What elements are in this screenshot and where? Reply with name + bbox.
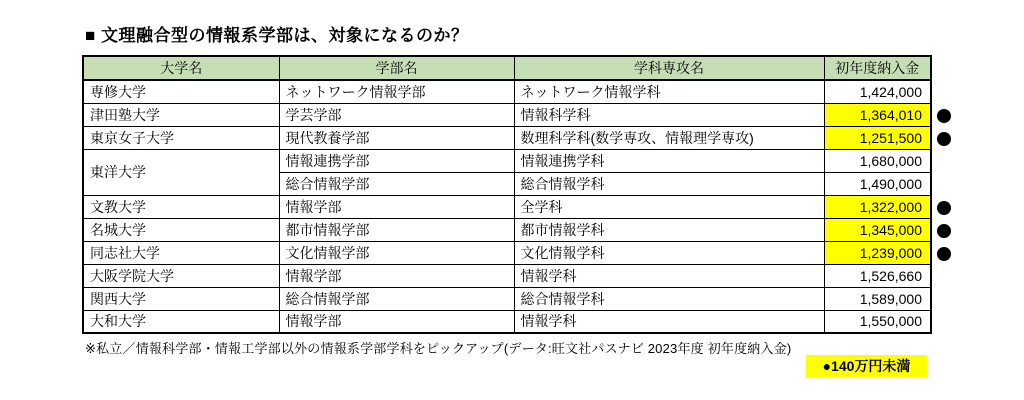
cell-fee: 1,239,000 [824, 241, 931, 264]
column-header-2: 学科専攻名 [514, 56, 824, 80]
table-row [83, 287, 931, 310]
cell-faculty: 学芸学部 [279, 103, 514, 126]
cell-fee: 1,345,000 [824, 218, 931, 241]
cell-faculty: 情報連携学部 [279, 149, 514, 172]
cell-department: 総合情報学科 [514, 172, 824, 195]
cell-fee: 1,364,010 [824, 103, 931, 126]
cell-university: 大和大学 [83, 310, 279, 333]
table-row [83, 264, 931, 287]
cell-department: ネットワーク情報学科 [514, 80, 824, 103]
cell-university: 津田塾大学 [83, 103, 279, 126]
cell-fee: 1,550,000 [824, 310, 931, 333]
table-row [83, 149, 931, 172]
cell-department: 数理科学科(数学専攻、情報理学専攻) [514, 126, 824, 149]
page-title: ■ 文理融合型の情報系学部は、対象になるのか？ [85, 26, 469, 45]
cell-faculty: 総合情報学部 [279, 287, 514, 310]
cell-fee: 1,251,500 [824, 126, 931, 149]
tuition-table-wrap [82, 55, 962, 334]
cell-fee: 1,526,660 [824, 264, 931, 287]
column-header-0: 大学名 [83, 56, 279, 80]
cell-fee: 1,680,000 [824, 149, 931, 172]
cell-department: 全学科 [514, 195, 824, 218]
table-row [83, 195, 931, 218]
cell-department: 文化情報学科 [514, 241, 824, 264]
bullet-icon [937, 224, 951, 238]
cell-faculty: 現代教養学部 [279, 126, 514, 149]
cell-faculty: 文化情報学部 [279, 241, 514, 264]
cell-faculty: 総合情報学部 [279, 172, 514, 195]
cell-university: 文教大学 [83, 195, 279, 218]
table-body [83, 80, 931, 333]
cell-fee: 1,322,000 [824, 195, 931, 218]
cell-department: 情報科学科 [514, 103, 824, 126]
legend-under-1-4m: ●140万円未満 [806, 355, 927, 377]
table-row [83, 126, 931, 149]
cell-department: 情報学科 [514, 264, 824, 287]
cell-department: 情報連携学科 [514, 149, 824, 172]
cell-university: 関西大学 [83, 287, 279, 310]
column-header-1: 学部名 [279, 56, 514, 80]
table-row [83, 103, 931, 126]
tuition-table [82, 55, 932, 334]
column-header-3: 初年度納入金 [824, 56, 931, 80]
bullet-icon [937, 247, 951, 261]
cell-faculty: 都市情報学部 [279, 218, 514, 241]
table-row [83, 218, 931, 241]
cell-faculty: 情報学部 [279, 195, 514, 218]
cell-faculty: 情報学部 [279, 264, 514, 287]
cell-fee: 1,589,000 [824, 287, 931, 310]
table-header-row [83, 56, 931, 80]
cell-faculty: 情報学部 [279, 310, 514, 333]
bullet-icon [937, 132, 951, 146]
cell-department: 都市情報学科 [514, 218, 824, 241]
cell-university: 東京女子大学 [83, 126, 279, 149]
bullet-icon [937, 201, 951, 215]
table-header [83, 56, 931, 80]
cell-university: 同志社大学 [83, 241, 279, 264]
bullet-icon [937, 109, 951, 123]
table-row [83, 310, 931, 333]
footnote: ※私立／情報科学部・情報工学部以外の情報系学部学科をピックアップ(データ:旺文社パスナビ 2023年度 初年度納入金) [85, 341, 792, 356]
cell-department: 情報学科 [514, 310, 824, 333]
cell-fee: 1,490,000 [824, 172, 931, 195]
cell-faculty: ネットワーク情報学部 [279, 80, 514, 103]
cell-university: 専修大学 [83, 80, 279, 103]
cell-university: 大阪学院大学 [83, 264, 279, 287]
cell-department: 総合情報学科 [514, 287, 824, 310]
table-row [83, 241, 931, 264]
table-row [83, 80, 931, 103]
cell-university: 名城大学 [83, 218, 279, 241]
cell-fee: 1,424,000 [824, 80, 931, 103]
cell-university: 東洋大学 [83, 149, 279, 195]
